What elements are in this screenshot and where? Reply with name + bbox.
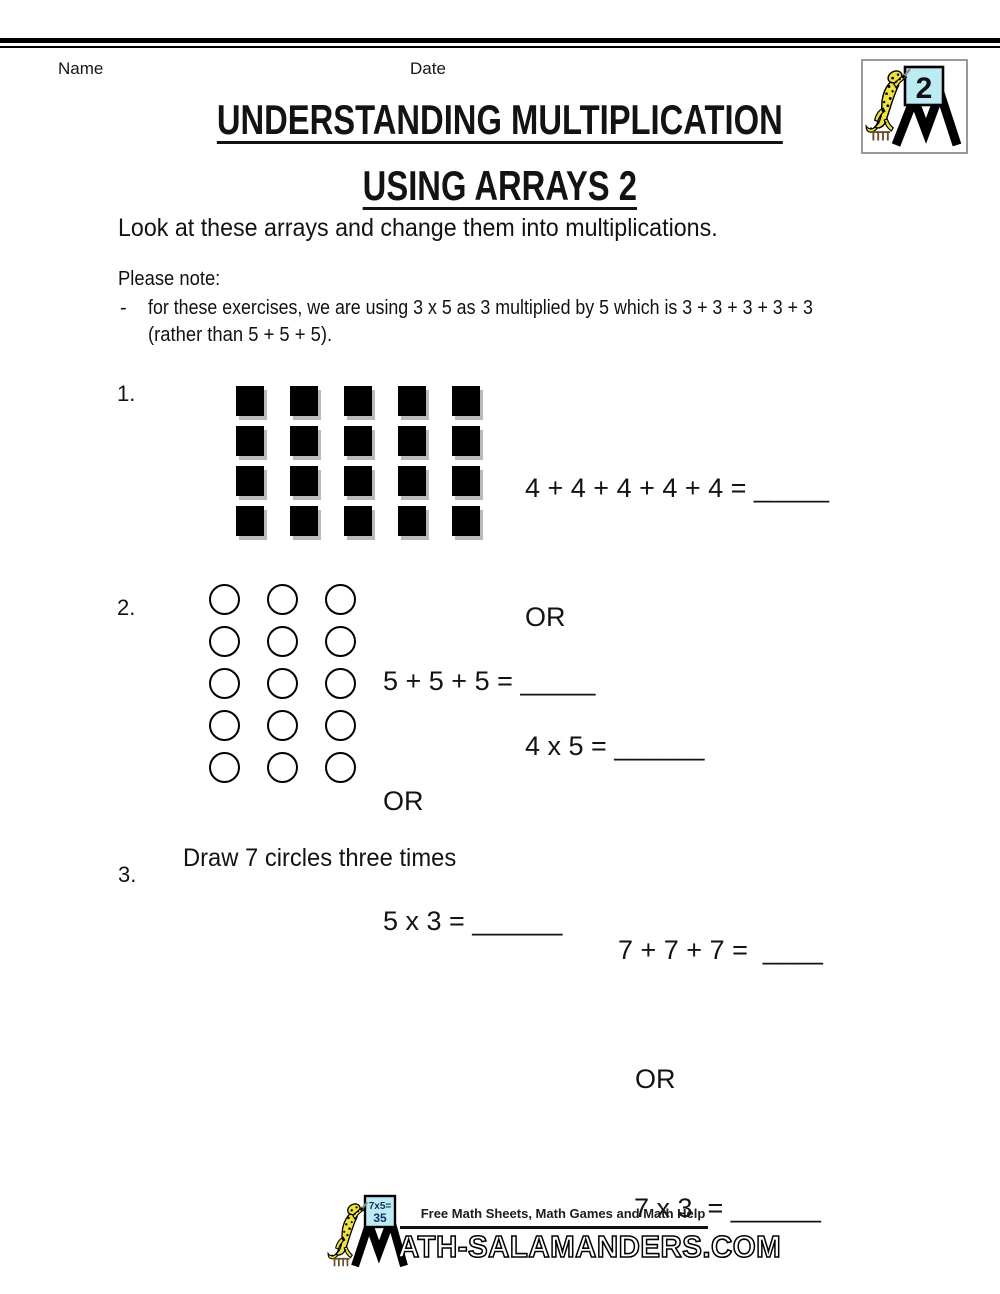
array-square [344,426,372,456]
array-square [398,466,426,496]
array-square [290,386,318,416]
array-square [452,506,480,536]
array-square [236,386,264,416]
title-text-line2: USING ARRAYS 2 [362,162,638,209]
date-label: Date [410,59,446,78]
equation-sum: 5 + 5 + 5 = _____ [383,666,596,696]
problem-2-circle-array [209,584,356,783]
top-border-rule [0,38,1000,48]
array-circle [267,626,298,657]
array-circle [209,584,240,615]
array-square [398,386,426,416]
array-square [344,466,372,496]
problem-2-equations [383,581,595,1021]
note-text-line1: for these exercises, we are using 3 x 5 as 3 multiplied by 5 which is 3 + 3 + 3 + 3 + 3 [148,297,813,319]
array-square [344,386,372,416]
array-circle [325,668,356,699]
array-circle [209,668,240,699]
note-text-line2: (rather than 5 + 5 + 5). [148,324,333,346]
array-square [290,466,318,496]
array-circle [325,710,356,741]
equation-sum: 4 + 4 + 4 + 4 + 4 = _____ [525,473,830,503]
array-square [236,466,264,496]
instruction-text: Look at these arrays and change them into multiplications. [118,214,718,242]
array-square [236,506,264,536]
array-square [398,506,426,536]
array-square [398,426,426,456]
array-square [452,386,480,416]
array-circle [325,626,356,657]
footer-board-line1: 7x5= [368,1201,392,1212]
array-circle [209,710,240,741]
array-circle [267,752,298,783]
note-heading: Please note: [118,268,221,290]
footer-tagline: Free Math Sheets, Math Games and Math Help [420,1206,706,1221]
badge-number: 2 [915,72,933,105]
equation-or: OR [525,602,566,632]
problem-1-square-array [236,386,480,536]
equation-sum: 7 + 7 + 7 = ____ [618,935,823,965]
name-label: Name [58,59,104,78]
equation-product: 5 x 3 = ______ [383,906,563,936]
array-circle [209,752,240,783]
note-bullet-dash: - [120,297,127,319]
footer-board-line2: 35 [373,1211,387,1225]
array-circle [325,584,356,615]
footer-brand-wordmark: ATH-SALAMANDERS.COM [398,1229,782,1264]
array-circle [209,626,240,657]
problem-3-prompt: Draw 7 circles three times [183,844,457,872]
array-square [290,426,318,456]
array-square [290,506,318,536]
title-text-line1: UNDERSTANDING MULTIPLICATION [217,96,783,143]
page-title-line1 [0,96,1000,144]
array-square [452,466,480,496]
equation-product: 4 x 5 = ______ [525,731,705,761]
problem-3-number: 3. [118,862,137,887]
equation-or: OR [635,1064,676,1094]
array-square [452,426,480,456]
array-circle [267,584,298,615]
equation-or: OR [383,786,424,816]
array-square [236,426,264,456]
problem-2-number: 2. [117,595,136,620]
array-circle [267,710,298,741]
problem-1-number: 1. [117,381,136,406]
array-square [344,506,372,536]
array-circle [267,668,298,699]
array-circle [325,752,356,783]
equation-product: 7 x 3 = ______ [634,1193,821,1223]
page-title-line2 [0,162,1000,210]
